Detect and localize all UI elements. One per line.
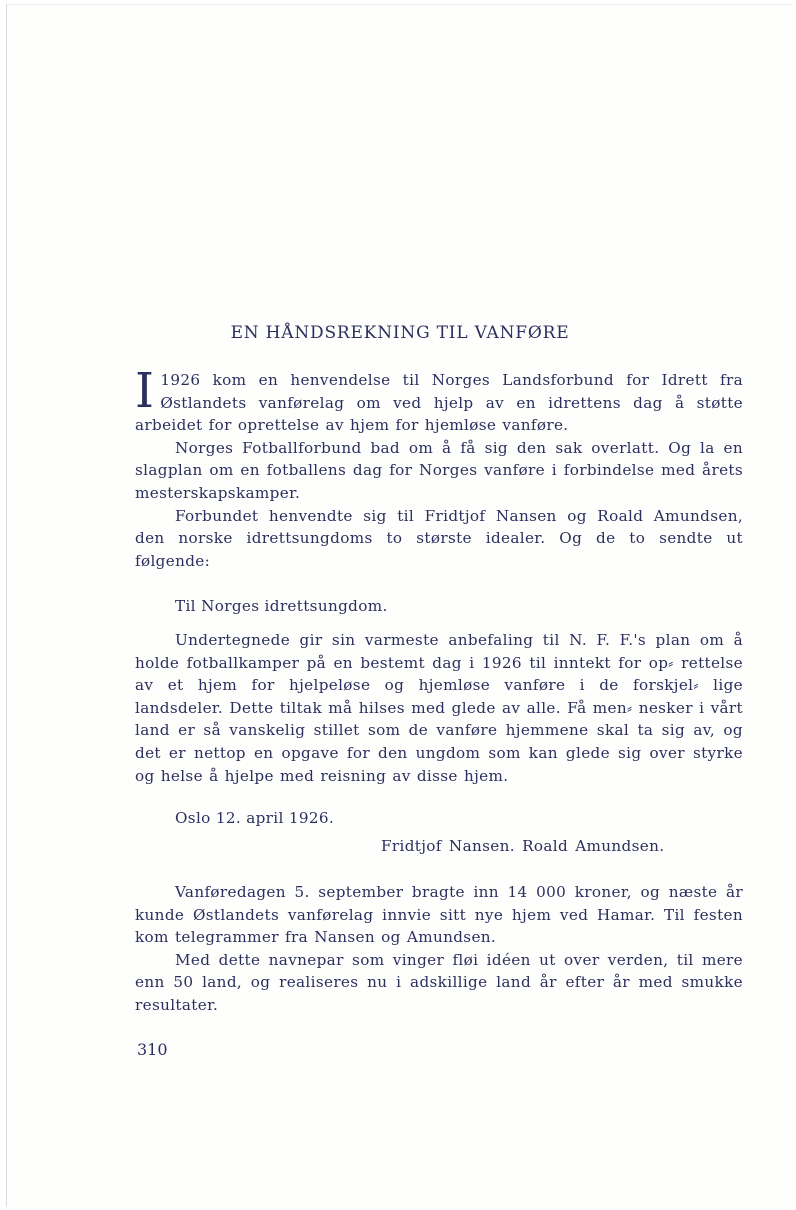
book-page bbox=[6, 4, 793, 1207]
letter-salutation: Til Norges idrettsungdom. bbox=[175, 597, 388, 615]
intro-section bbox=[135, 363, 743, 572]
drop-cap: I bbox=[135, 363, 155, 419]
intro-paragraph-3: Forbundet henvendte sig til Fridtjof Nansen og Roald Amundsen, den norske idrettsungdoms to største idealer. Og de to sendte ut følgende: bbox=[135, 506, 743, 570]
letter-section bbox=[135, 629, 743, 787]
closing-paragraph-2: Med dette navnepar som vinger fløi idéen ut over verden, til mere enn 50 land, og realiseres nu i adskillige land år efter år med smukke resultater. bbox=[135, 950, 743, 1014]
intro-paragraph-2: Norges Fotballforbund bad om å få sig den sak overlatt. Og la en slagplan om en fotballens dag for Norges vanføre i forbindelse med årets mesterskapskamper. bbox=[135, 438, 743, 502]
intro-paragraph-1-text: 1926 kom en henvendelse til Norges Landsforbund for Idrett fra Østlandets vanførelag om ved hjelp av en idrettens dag å støtte arbeidet for oprettelse av hjem for hjemløse vanføre. bbox=[135, 371, 743, 435]
letter-signatures: Fridtjof Nansen. Roald Amundsen. bbox=[381, 837, 665, 855]
closing-paragraph-1: Vanføredagen 5. september bragte inn 14 000 kroner, og næste år kunde Østlandets vanførelag innvie sitt nye hjem ved Hamar. Til festen kom telegrammer fra Nansen og Amundsen. bbox=[135, 883, 743, 947]
letter-place-date: Oslo 12. april 1926. bbox=[175, 809, 335, 827]
page-number: 310 bbox=[137, 1040, 168, 1059]
letter-body: Undertegnede gir sin varmeste anbefaling til N. F. F.'s plan om å holde fotballkamper på en bestemt dag i 1926 til inntekt for op⸗ rettelse av et hjem for hjelpeløse og hjemløse vanføre i de forskjel⸗ lige landsdeler. Dette tiltak må hilses med glede av alle. Få men⸗ nesker i vårt land er så vanskelig stillet som de vanføre hjemmene skal ta sig av, og det er nettop en opgave for den ungdom som kan glede sig over styrke og helse å hjelpe med reisning av disse hjem. bbox=[135, 631, 743, 785]
intro-paragraph-1 bbox=[135, 363, 743, 437]
closing-section bbox=[135, 881, 743, 1017]
chapter-title: EN HÅNDSREKNING TIL VANFØRE bbox=[230, 323, 570, 343]
